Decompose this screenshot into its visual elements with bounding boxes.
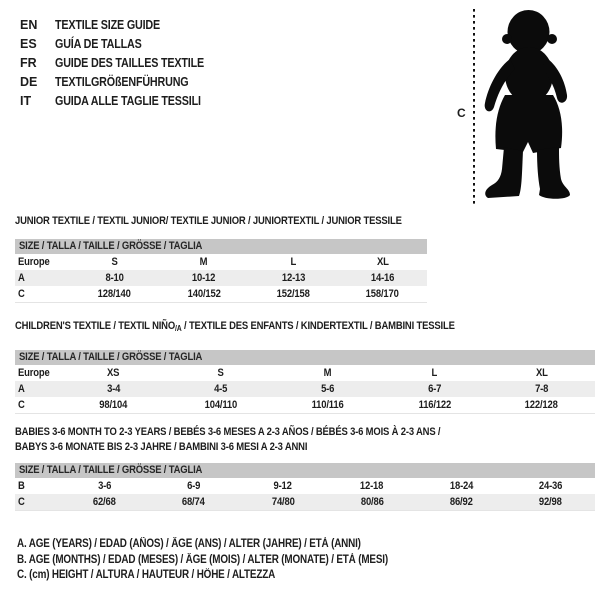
section-junior-textile <box>15 215 427 303</box>
row-label: C <box>18 399 25 411</box>
size-cell: M <box>323 367 332 379</box>
height-figure <box>455 3 600 208</box>
language-title: TEXTILGRÖßENFÜHRUNG <box>55 75 189 89</box>
size-cell: 158/170 <box>365 288 399 300</box>
table-title-children: CHILDREN'S TEXTILE / TEXTIL $NIÑO_{/A}$ / TEXTILE DES ENFANTS / KINDERTEXTIL / BAMBINI TESSILE <box>15 320 455 333</box>
size-cell: 18-24 <box>449 480 473 492</box>
size-cell: 12-13 <box>281 272 305 284</box>
language-title: GUIDE DES TAILLES TEXTILE <box>55 56 205 70</box>
language-title: GUIDA ALLE TAGLIE TESSILI <box>55 94 201 108</box>
size-cell: 110/116 <box>311 399 344 411</box>
size-cell: 4-5 <box>213 383 228 395</box>
size-cell: 3-6 <box>97 480 112 492</box>
size-header-bar: SIZE / TALLA / TAILLE / GRÖSSE / TAGLIA <box>15 239 427 254</box>
row-label: B <box>18 480 25 492</box>
size-cell: L <box>431 367 438 379</box>
table-title-babies: BABIES 3-6 MONTH TO 2-3 YEARS / BEBÉS 3-6 MESES A 2-3 AÑOS / BÉBÉS 3-6 MOIS À 2-3 ANS / BABYS 3-6 MONATE BIS 2-3 JAHRE / BAMBINI 3-6 MESI A 2-3 ANNI <box>15 426 441 453</box>
size-cell: 122/128 <box>524 399 559 411</box>
language-guide <box>20 16 228 111</box>
language-row <box>20 73 228 92</box>
size-cell: 10-12 <box>192 272 216 284</box>
size-cell: 8-10 <box>105 272 124 284</box>
row-label: Europe <box>18 256 50 268</box>
language-code: DE <box>20 75 38 89</box>
row-label: C <box>18 288 25 300</box>
note-age-months: B. AGE (MONTHS) / EDAD (MESES) / ÂGE (MOIS) / ALTER (MONATE) / ETÀ (MESI) <box>17 553 388 566</box>
size-cell: M <box>200 256 208 268</box>
size-cell: 3-4 <box>106 383 121 395</box>
size-cell: 12-18 <box>360 480 384 492</box>
size-cell: 74/80 <box>271 496 295 508</box>
size-header-bar: SIZE / TALLA / TAILLE / GRÖSSE / TAGLIA <box>15 463 595 478</box>
table-row <box>15 365 595 381</box>
section-babies-textile <box>15 425 595 511</box>
size-cell: 7-8 <box>534 383 549 395</box>
size-cell: S <box>111 256 118 268</box>
table-row <box>15 270 427 286</box>
row-label: C <box>18 496 25 508</box>
table-row <box>15 397 595 414</box>
baby-silhouette-icon <box>455 3 600 208</box>
size-cell: 104/110 <box>204 399 237 411</box>
size-cell: 86/92 <box>449 496 473 508</box>
size-table-junior <box>15 254 427 303</box>
size-cell: S <box>217 367 224 379</box>
size-table-children <box>15 365 595 414</box>
language-title: TEXTILE SIZE GUIDE <box>55 18 161 32</box>
legend-notes <box>17 537 448 584</box>
language-row <box>20 54 228 73</box>
size-cell: 6-9 <box>187 480 201 492</box>
size-table-babies <box>15 478 595 511</box>
size-cell: 68/74 <box>182 496 206 508</box>
size-cell: 24-36 <box>538 480 563 492</box>
size-cell: 92/98 <box>538 496 562 508</box>
size-header-bar: SIZE / TALLA / TAILLE / GRÖSSE / TAGLIA <box>15 350 595 365</box>
size-cell: 128/140 <box>98 288 132 300</box>
size-cell: 98/104 <box>99 399 128 411</box>
height-label: C <box>457 106 466 120</box>
row-label: Europe <box>18 367 50 379</box>
table-row <box>15 286 427 303</box>
size-cell: L <box>290 256 296 268</box>
size-cell: XL <box>376 256 389 268</box>
note-height-cm: C. (cm) HEIGHT / ALTURA / HAUTEUR / HÖHE / ALTEZZA <box>17 569 276 581</box>
table-row <box>15 478 595 494</box>
language-title: GUÍA DE TALLAS <box>55 37 142 51</box>
size-cell: 62/68 <box>93 496 116 508</box>
language-code: ES <box>20 37 37 51</box>
size-cell: 5-6 <box>320 383 335 395</box>
size-cell: 14-16 <box>370 272 395 284</box>
language-code: FR <box>20 56 37 70</box>
language-row <box>20 35 228 54</box>
size-cell: XS <box>107 367 120 379</box>
language-row <box>20 92 228 111</box>
row-label: A <box>18 272 25 284</box>
size-cell: 80/86 <box>360 496 384 508</box>
section-childrens-textile <box>15 320 595 414</box>
table-row <box>15 381 595 397</box>
row-label: A <box>18 383 25 395</box>
size-cell: 152/158 <box>276 288 310 300</box>
note-age-years: A. AGE (YEARS) / EDAD (AÑOS) / ÂGE (ANS) / ALTER (JAHRE) / ETÀ (ANNI) <box>17 538 361 550</box>
size-cell: 116/122 <box>418 399 451 411</box>
size-cell: XL <box>535 367 548 379</box>
size-cell: 6-7 <box>427 383 442 395</box>
table-row <box>15 494 595 511</box>
language-code: EN <box>20 18 38 32</box>
language-code: IT <box>20 94 32 108</box>
size-cell: 140/152 <box>187 288 221 300</box>
table-row <box>15 254 427 270</box>
table-title-junior: JUNIOR TEXTILE / TEXTIL JUNIOR/ TEXTILE JUNIOR / JUNIORTEXTIL / JUNIOR TESSILE <box>15 215 402 227</box>
language-row <box>20 16 228 35</box>
size-cell: 9-12 <box>273 480 293 492</box>
